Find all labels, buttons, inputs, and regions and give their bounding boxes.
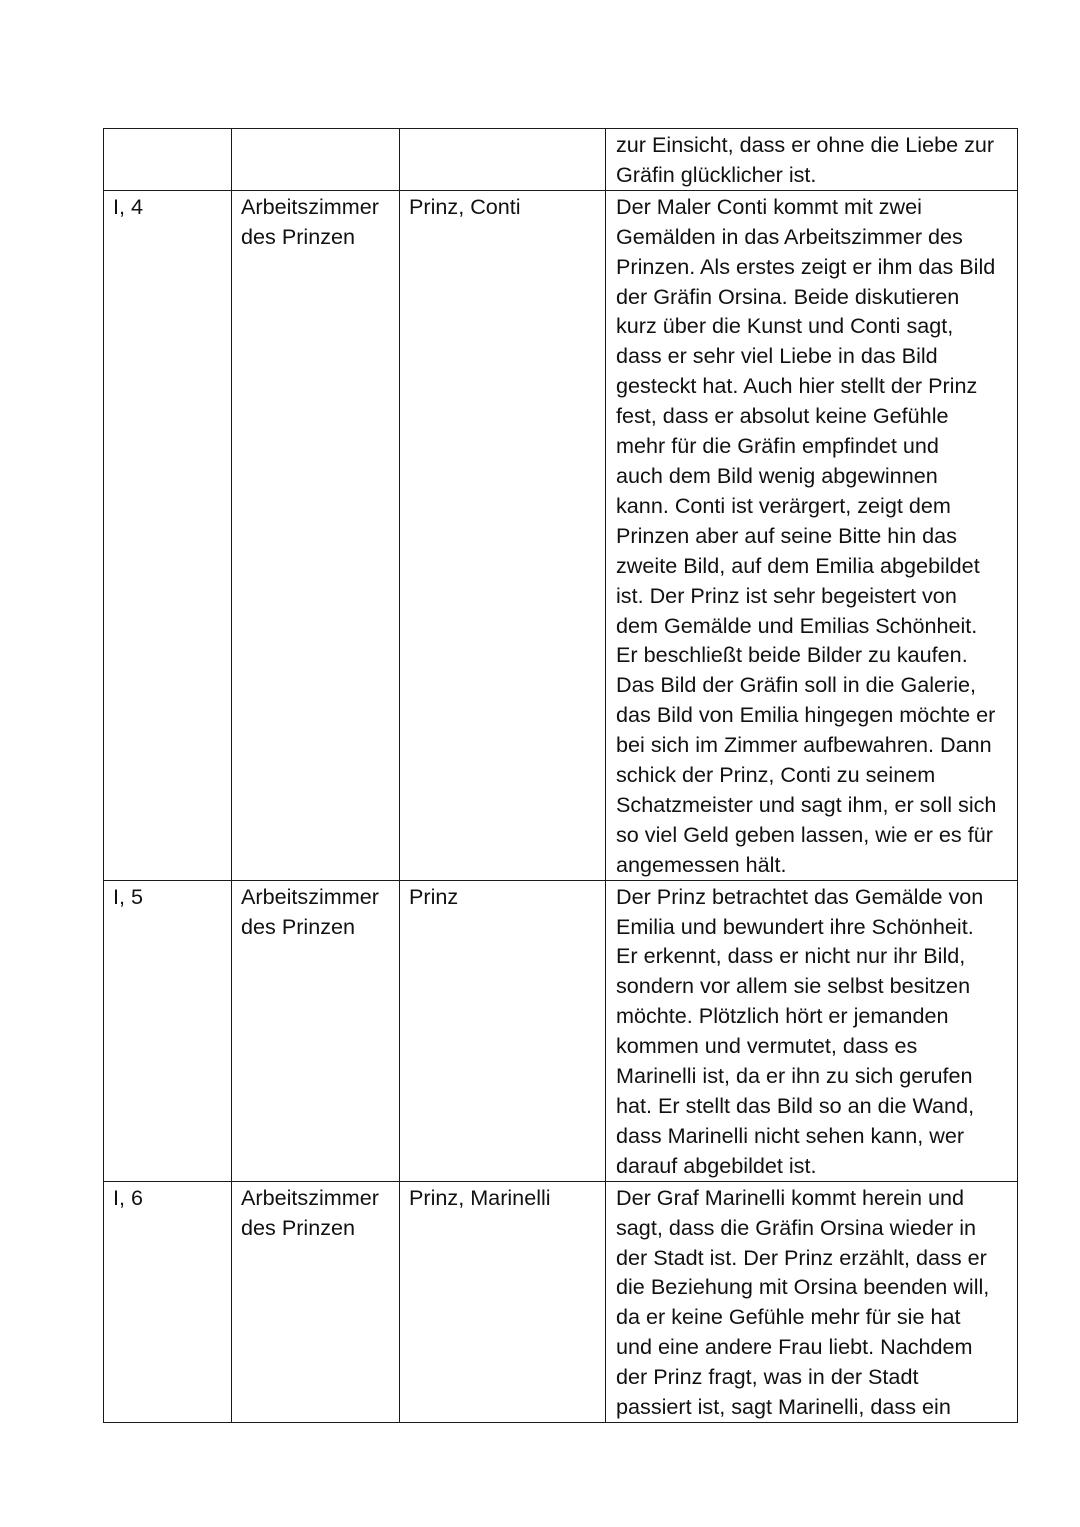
summary-cell bbox=[606, 129, 1018, 191]
summary-line: kann. Conti ist verärgert, zeigt dem bbox=[616, 492, 951, 518]
place-line: Arbeitszimmer bbox=[241, 883, 379, 909]
summary-line: hat. Er stellt das Bild so an die Wand, bbox=[616, 1093, 975, 1118]
summary-line: schick der Prinz, Conti zu seinem bbox=[616, 762, 936, 788]
summary-cell bbox=[606, 190, 1018, 880]
table-row bbox=[104, 190, 1018, 880]
place-line: Arbeitszimmer bbox=[241, 1184, 379, 1210]
scene-overview-table bbox=[103, 128, 1018, 1423]
place-line: des Prinzen bbox=[241, 913, 356, 939]
summary-cell bbox=[606, 1181, 1018, 1422]
scene-cell: I, 5 bbox=[104, 880, 232, 1181]
summary-line: der Gräfin Orsina. Beide diskutieren bbox=[616, 283, 960, 309]
scene-cell bbox=[104, 129, 232, 191]
scene-cell: I, 6 bbox=[104, 1181, 232, 1422]
place-cell bbox=[232, 129, 400, 191]
summary-line: Das Bild der Gräfin soll in die Galerie, bbox=[616, 672, 977, 698]
place-line: Arbeitszimmer bbox=[241, 193, 379, 219]
summary-cell bbox=[606, 880, 1018, 1181]
summary-line: und eine andere Frau liebt. Nachdem bbox=[616, 1334, 973, 1360]
table-row bbox=[104, 129, 1018, 191]
summary-line: Schatzmeister und sagt ihm, er soll sich bbox=[616, 791, 997, 817]
summary-line: ist. Der Prinz ist sehr begeistert von bbox=[616, 582, 957, 608]
summary-line: sagt, dass die Gräfin Orsina wieder in bbox=[616, 1214, 977, 1240]
summary-line: das Bild von Emilia hingegen möchte er bbox=[616, 702, 996, 728]
summary-line: Gräfin glücklicher ist. bbox=[616, 161, 817, 187]
people-cell bbox=[400, 129, 606, 191]
summary-line: Er beschließt beide Bilder zu kaufen. bbox=[616, 642, 968, 668]
people-cell: Prinz, Marinelli bbox=[400, 1181, 606, 1422]
summary-line: angemessen hält. bbox=[616, 851, 787, 877]
summary-line: Der Graf Marinelli kommt herein und bbox=[616, 1184, 965, 1210]
scene-cell: I, 4 bbox=[104, 190, 232, 880]
summary-line: Emilia und bewundert ihre Schönheit. bbox=[616, 913, 974, 939]
summary-line: dass Marinelli nicht sehen kann, wer bbox=[616, 1122, 965, 1148]
summary-line: darauf abgebildet ist. bbox=[616, 1152, 817, 1178]
summary-line: der Prinz fragt, was in der Stadt bbox=[616, 1364, 919, 1390]
place-line: des Prinzen bbox=[241, 1214, 356, 1240]
place-line: des Prinzen bbox=[241, 223, 356, 249]
summary-line: fest, dass er absolut keine Gefühle bbox=[616, 403, 949, 429]
summary-line: dem Gemälde und Emilias Schönheit. bbox=[616, 612, 978, 638]
summary-line: möchte. Plötzlich hört er jemanden bbox=[616, 1003, 949, 1029]
summary-line: die Beziehung mit Orsina beenden will, bbox=[616, 1274, 990, 1300]
summary-line: Marinelli ist, da er ihn zu sich gerufen bbox=[616, 1063, 973, 1089]
table-row bbox=[104, 880, 1018, 1181]
summary-line: dass er sehr viel Liebe in das Bild bbox=[616, 343, 938, 369]
summary-line: Der Maler Conti kommt mit zwei bbox=[616, 193, 922, 219]
summary-line: Prinzen. Als erstes zeigt er ihm das Bild bbox=[616, 253, 996, 279]
summary-line: Gemälden in das Arbeitszimmer des bbox=[616, 223, 963, 249]
summary-line: Der Prinz betrachtet das Gemälde von bbox=[616, 883, 984, 909]
summary-line: kurz über die Kunst und Conti sagt, bbox=[616, 313, 954, 339]
summary-line: gesteckt hat. Auch hier stellt der Prinz bbox=[616, 373, 978, 399]
summary-line: der Stadt ist. Der Prinz erzählt, dass er bbox=[616, 1244, 987, 1270]
table-row bbox=[104, 1181, 1018, 1422]
summary-line: Prinzen aber auf seine Bitte hin das bbox=[616, 522, 957, 548]
summary-line: zweite Bild, auf dem Emilia abgebildet bbox=[616, 552, 980, 578]
summary-line: zur Einsicht, dass er ohne die Liebe zur bbox=[616, 132, 995, 157]
place-cell bbox=[232, 1181, 400, 1422]
summary-line: kommen und vermutet, dass es bbox=[616, 1033, 918, 1059]
summary-line: sondern vor allem sie selbst besitzen bbox=[616, 973, 971, 999]
summary-line: Er erkennt, dass er nicht nur ihr Bild, bbox=[616, 943, 966, 969]
summary-line: auch dem Bild wenig abgewinnen bbox=[616, 462, 938, 488]
summary-line: bei sich im Zimmer aufbewahren. Dann bbox=[616, 732, 992, 758]
summary-line: passiert ist, sagt Marinelli, dass ein bbox=[616, 1394, 951, 1420]
people-cell: Prinz, Conti bbox=[400, 190, 606, 880]
people-cell: Prinz bbox=[400, 880, 606, 1181]
summary-line: so viel Geld geben lassen, wie er es für bbox=[616, 821, 993, 847]
summary-line: da er keine Gefühle mehr für sie hat bbox=[616, 1304, 961, 1330]
place-cell bbox=[232, 190, 400, 880]
place-cell bbox=[232, 880, 400, 1181]
summary-line: mehr für die Gräfin empfindet und bbox=[616, 433, 939, 459]
